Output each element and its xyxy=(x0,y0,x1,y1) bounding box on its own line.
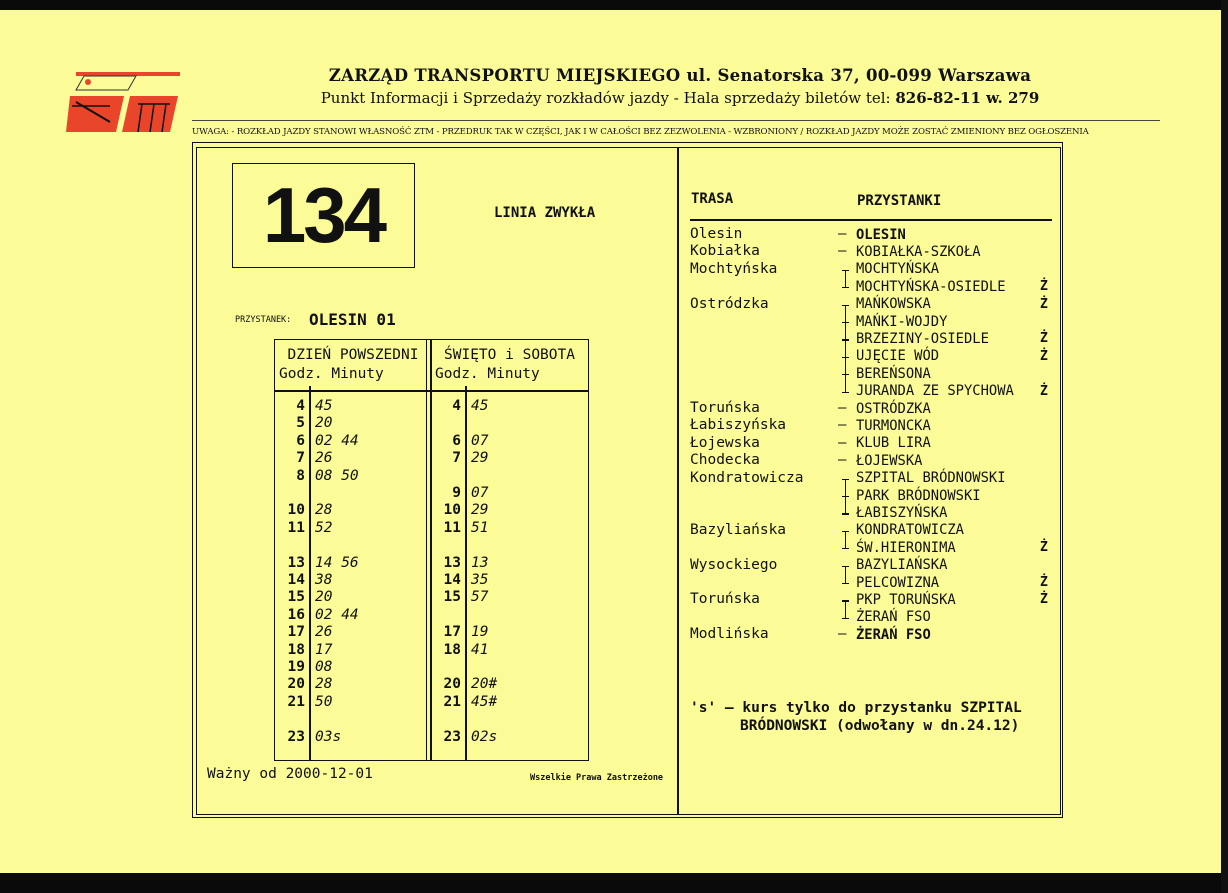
route-stop: ŻERAŃ FSO xyxy=(856,626,931,643)
line-type: LINIA ZWYKŁA xyxy=(494,205,596,221)
route-stop: MAŃKI-WOJDY xyxy=(856,313,948,330)
route-street: Toruńska xyxy=(690,400,760,416)
minutes-cell: 20 xyxy=(315,415,333,432)
stop-dash: – xyxy=(838,243,847,260)
rights-reserved: Wszelkie Prawa Zastrzeżone xyxy=(530,773,664,783)
header-phone: 826-82-11 w. 279 xyxy=(895,89,1040,107)
copyright-warning: UWAGA: - ROZKŁAD JAZDY STANOWI WŁASNOŚĆ ZTM - PRZEDRUK TAK W CZĘŚCI, JAK I W CAŁOŚCI BEZ ZEZWOLENIA - WZBRONIONY / ROZKŁAD JAZDY MOŻE ZOSTAĆ ZMIENIONY BEZ OGŁOSZENIA xyxy=(192,127,1089,137)
holiday-column-rule xyxy=(465,386,467,760)
header-info-text: Punkt Informacji i Sprzedaży rozkładów jazdy - Hala sprzedaży biletów tel: xyxy=(320,89,891,107)
minutes-cell: 28 xyxy=(315,502,333,519)
weekday-timetable xyxy=(274,339,432,761)
bracket-tick xyxy=(842,270,849,271)
on-demand-marker: Ż xyxy=(1040,575,1048,590)
stop-dash: – xyxy=(838,417,847,434)
route-stop: BRZEZINY-OSIEDLE xyxy=(856,330,989,347)
bracket-tick xyxy=(842,531,849,532)
hour-cell: 6 xyxy=(296,432,305,449)
route-stop: KONDRATOWICZA xyxy=(856,522,964,539)
note-line-1: 's' – kurs tylko do przystanku SZPITAL xyxy=(690,700,1022,716)
stop-dash: – xyxy=(838,400,847,416)
stops-column-header: PRZYSTANKI xyxy=(857,193,942,209)
route-street: Olesin xyxy=(690,226,743,242)
route-street: Mochtyńska xyxy=(690,260,778,277)
bracket-tick xyxy=(842,305,849,306)
bracket-tick xyxy=(842,357,849,358)
minutes-cell: 41 xyxy=(471,641,489,658)
route-street: Kondratowicza xyxy=(690,469,804,486)
header-divider xyxy=(192,120,1160,121)
holiday-title: ŚWIĘTO i SOBOTA xyxy=(444,347,575,363)
on-demand-marker: Ż xyxy=(1040,383,1048,399)
hour-cell: 17 xyxy=(443,624,461,641)
stop-bracket xyxy=(845,566,846,583)
route-stop: OLESIN xyxy=(856,226,906,243)
hour-cell: 10 xyxy=(443,502,461,519)
hour-cell: 6 xyxy=(452,432,461,449)
hour-cell: 11 xyxy=(287,519,305,536)
bracket-tick xyxy=(842,583,849,584)
route-stop: UJĘCIE WÓD xyxy=(856,348,940,365)
hour-cell: 23 xyxy=(287,728,305,745)
stop-dash: – xyxy=(838,626,847,643)
minutes-cell: 28 xyxy=(315,676,333,693)
route-stop: BEREŃSONA xyxy=(856,365,931,382)
stop-dash: – xyxy=(838,434,847,451)
bracket-tick xyxy=(842,548,849,549)
on-demand-marker: Ż xyxy=(1040,279,1048,295)
route-stop: ŁOJEWSKA xyxy=(856,452,923,469)
hour-cell: 16 xyxy=(287,606,305,623)
holiday-timetable xyxy=(430,339,589,761)
stop-bracket xyxy=(845,531,846,548)
stop-name: OLESIN 01 xyxy=(309,310,396,329)
hour-cell: 11 xyxy=(443,519,461,536)
bracket-tick xyxy=(842,322,849,323)
on-demand-marker: Ż xyxy=(1040,540,1048,556)
route-stop: BAZYLIAŃSKA xyxy=(856,557,948,574)
minutes-cell: 13 xyxy=(471,554,489,571)
on-demand-marker: Ż xyxy=(1040,331,1048,347)
minutes-cell: 07 xyxy=(471,485,489,501)
hour-cell: 14 xyxy=(443,572,461,588)
header-info xyxy=(300,89,1060,107)
line-number: 134 xyxy=(232,163,415,268)
bracket-tick xyxy=(842,287,849,288)
stop-label: PRZYSTANEK: xyxy=(235,315,292,325)
route-stop: SZPITAL BRÓDNOWSKI xyxy=(856,470,1006,487)
bracket-tick xyxy=(842,618,849,619)
hour-cell: 20 xyxy=(287,676,305,693)
minutes-cell: 26 xyxy=(315,450,333,467)
minutes-cell: 03s xyxy=(315,728,342,745)
hour-cell: 13 xyxy=(443,554,461,571)
valid-from: Ważny od 2000-12-01 xyxy=(207,766,373,782)
hour-cell: 7 xyxy=(452,450,461,467)
bracket-tick xyxy=(842,496,849,497)
minutes-cell: 52 xyxy=(315,519,333,536)
minutes-cell: 08 xyxy=(315,659,333,675)
hour-cell: 13 xyxy=(287,554,305,571)
minutes-cell: 02 44 xyxy=(315,606,359,623)
minutes-cell: 29 xyxy=(471,450,489,467)
minutes-cell: 57 xyxy=(471,589,489,606)
route-stop: PELCOWIZNA xyxy=(856,574,940,591)
minutes-cell: 02 44 xyxy=(315,432,359,449)
weekday-title: DZIEŃ POWSZEDNI xyxy=(287,347,419,363)
hour-cell: 10 xyxy=(287,502,305,519)
minutes-cell: 08 50 xyxy=(315,467,359,484)
route-street: Łojewska xyxy=(690,434,760,451)
minutes-cell: 45# xyxy=(471,693,498,710)
note-line-2: BRÓDNOWSKI (odwołany w dn.24.12) xyxy=(740,718,1020,734)
hour-cell: 9 xyxy=(452,485,461,501)
hour-cell: 20 xyxy=(443,676,461,693)
route-stop: PKP TORUŃSKA xyxy=(856,591,956,608)
stop-bracket xyxy=(845,270,846,287)
weekday-column-rule xyxy=(309,386,311,760)
route-stop: MOCHTYŃSKA xyxy=(856,261,940,278)
minutes-cell: 50 xyxy=(315,693,333,710)
minutes-cell: 07 xyxy=(471,432,489,449)
minutes-cell: 45 xyxy=(471,398,489,414)
hour-cell: 7 xyxy=(296,450,305,467)
route-stop: PARK BRÓDNOWSKI xyxy=(856,487,981,504)
bracket-tick xyxy=(842,566,849,567)
minutes-cell: 29 xyxy=(471,502,489,519)
hour-cell: 23 xyxy=(443,728,461,745)
on-demand-marker: Ż xyxy=(1040,348,1048,364)
minutes-cell: 38 xyxy=(315,572,333,588)
stop-dash: – xyxy=(838,452,847,469)
minutes-cell: 35 xyxy=(471,572,489,588)
bracket-tick xyxy=(842,600,849,601)
hour-cell: 21 xyxy=(443,693,461,710)
route-stop: OSTRÓDZKA xyxy=(856,400,931,417)
route-street: Modlińska xyxy=(690,626,769,643)
route-street: Toruńska xyxy=(690,591,760,608)
ztm-logo-icon xyxy=(66,70,182,134)
minutes-cell: 20# xyxy=(471,676,498,693)
hour-cell: 15 xyxy=(287,589,305,606)
hour-cell: 17 xyxy=(287,624,305,641)
scan-edge-bottom xyxy=(0,873,1228,893)
header-org: ZARZĄD TRANSPORTU MIEJSKIEGO ul. Senatorska 37, 00-099 Warszawa xyxy=(328,66,1032,85)
route-stop: KOBIAŁKA-SZKOŁA xyxy=(856,243,981,260)
hour-cell: 8 xyxy=(296,467,305,484)
bracket-tick xyxy=(842,374,849,375)
route-stop: ŁABISZYŃSKA xyxy=(856,504,948,521)
minutes-cell: 45 xyxy=(315,398,333,414)
route-street: Ostródzka xyxy=(690,295,769,312)
bracket-tick xyxy=(842,339,849,340)
on-demand-marker: Ż xyxy=(1040,296,1048,312)
route-stop: ŻERAŃ FSO xyxy=(856,609,931,626)
scan-edge-top xyxy=(0,0,1228,10)
bracket-tick xyxy=(842,479,849,480)
bracket-tick xyxy=(842,513,849,514)
hour-cell: 19 xyxy=(287,659,305,675)
minutes-cell: 17 xyxy=(315,641,333,658)
hour-cell: 18 xyxy=(443,641,461,658)
weekday-subtitle: Godz. Minuty xyxy=(279,366,384,382)
minutes-cell: 26 xyxy=(315,624,333,641)
hour-cell: 4 xyxy=(452,398,461,414)
route-stop: MOCHTYŃSKA-OSIEDLE xyxy=(856,278,1006,295)
stop-bracket xyxy=(845,305,846,392)
route-street: Łabiszyńska xyxy=(690,417,787,434)
route-stop: JURANDA ZE SPYCHOWA xyxy=(856,383,1014,400)
holiday-subtitle: Godz. Minuty xyxy=(435,366,540,382)
route-street: Chodecka xyxy=(690,452,760,469)
holiday-header-rule xyxy=(431,390,588,392)
hour-cell: 14 xyxy=(287,572,305,588)
route-street: Wysockiego xyxy=(690,556,778,573)
scan-edge-right xyxy=(1221,0,1228,893)
route-stop: ŚW.HIERONIMA xyxy=(856,539,956,556)
route-header-rule xyxy=(690,219,1052,221)
hour-cell: 21 xyxy=(287,693,305,710)
minutes-cell: 20 xyxy=(315,589,333,606)
minutes-cell: 19 xyxy=(471,624,489,641)
hour-cell: 4 xyxy=(296,398,305,414)
route-column-header: TRASA xyxy=(691,191,734,207)
hour-cell: 18 xyxy=(287,641,305,658)
route-street: Bazyliańska xyxy=(690,521,787,538)
stop-bracket xyxy=(845,600,846,617)
route-stop: KLUB LIRA xyxy=(856,435,931,452)
panel-divider xyxy=(677,148,679,814)
route-stop: MAŃKOWSKA xyxy=(856,296,931,313)
minutes-cell: 51 xyxy=(471,519,489,536)
bracket-tick xyxy=(842,392,849,393)
hour-cell: 15 xyxy=(443,589,461,606)
weekday-header-rule xyxy=(275,390,431,392)
minutes-cell: 02s xyxy=(471,728,498,745)
on-demand-marker: Ż xyxy=(1040,592,1048,608)
stop-dash: – xyxy=(838,226,847,242)
route-street: Kobiałka xyxy=(690,243,760,260)
minutes-cell: 14 56 xyxy=(315,554,359,571)
route-stop: TURMONCKA xyxy=(856,417,931,434)
hour-cell: 5 xyxy=(296,415,305,432)
